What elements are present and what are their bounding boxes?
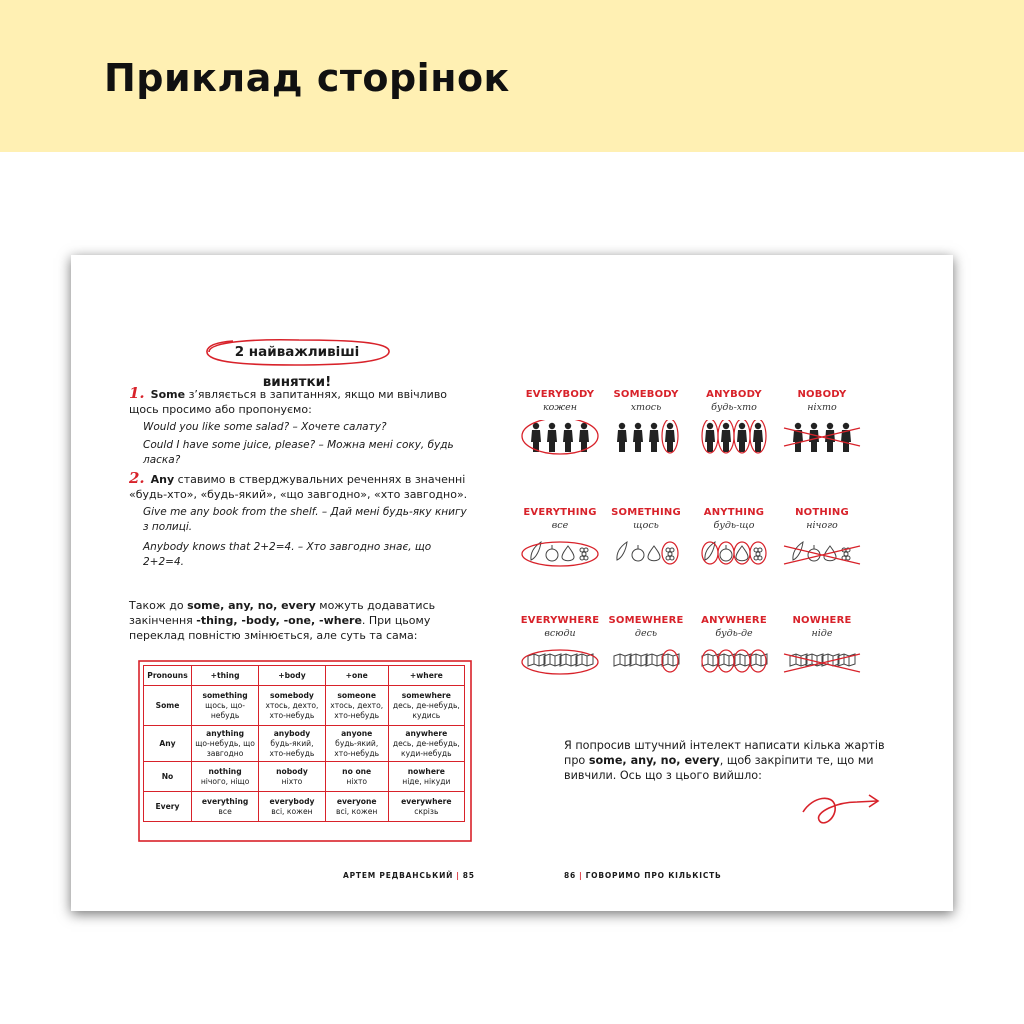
table-cell	[325, 762, 388, 792]
pronoun-translation: всюди	[544, 628, 576, 639]
table-row	[144, 792, 465, 822]
pronoun-card-somebody	[598, 389, 694, 456]
fruit-icon	[774, 538, 870, 568]
footer-chapter: ГОВОРИМО ПРО КІЛЬКІСТЬ	[585, 871, 722, 880]
table-row	[144, 726, 465, 762]
footer-page-number: 85	[462, 871, 475, 880]
pronoun-word: SOMEWHERE	[608, 615, 684, 626]
pronoun-card-something	[598, 507, 694, 568]
table-cell	[325, 686, 388, 726]
ai-jokes-text-2: , щоб закріпити те, що ми вивчили. Ось що з цього вийшло:	[564, 754, 874, 782]
rule-2-keyword: Any	[150, 473, 175, 486]
pronoun-word: SOMETHING	[611, 507, 681, 518]
rule-2-example-2: Anybody knows that 2+2=4. – Хто завгодно знає, що 2+2=4.	[143, 541, 432, 568]
cell-translation: ніхто	[281, 776, 303, 786]
pronoun-translation: щось	[633, 520, 659, 531]
cell-translation: що-небудь, що завгодно	[195, 738, 255, 758]
table-row	[144, 762, 465, 792]
pronoun-card-everybody	[512, 389, 608, 456]
table-cell	[192, 726, 259, 762]
row-label: Some	[144, 686, 192, 726]
endings-note	[129, 598, 469, 643]
table-cell	[259, 726, 326, 762]
cell-word: everybody	[269, 796, 315, 806]
rule-1-keyword: Some	[150, 388, 186, 401]
cell-word: somewhere	[401, 690, 451, 700]
cell-translation: десь, де-небудь, кудись	[392, 700, 460, 720]
cell-word: anybody	[273, 728, 311, 738]
people-icon	[774, 420, 870, 456]
table-cell	[388, 762, 464, 792]
table-cell	[192, 762, 259, 792]
table-header-cell: +one	[325, 666, 388, 686]
rule-1-text: з’являється в запитаннях, якщо ми ввічливо щось просимо або пропонуємо:	[129, 388, 448, 416]
rule-2-number: 2.	[129, 469, 145, 487]
cell-word: everywhere	[401, 796, 452, 806]
cell-word: nothing	[208, 766, 242, 776]
pronoun-translation: будь-що	[713, 520, 755, 531]
table-cell	[259, 792, 326, 822]
exceptions-heading	[199, 337, 395, 390]
table-cell	[388, 792, 464, 822]
pronoun-card-everything	[512, 507, 608, 568]
cell-translation: всі, кожен	[271, 806, 313, 816]
fruit-icon	[598, 538, 694, 568]
cell-translation: хтось, дехто, хто-небудь	[330, 700, 384, 720]
exceptions-heading-text: 2 найважливіші винятки!	[234, 344, 360, 390]
rule-2	[129, 471, 469, 502]
pronoun-word: SOMEBODY	[613, 389, 679, 400]
cell-translation: будь-який, хто-небудь	[334, 738, 380, 758]
cell-word: anywhere	[405, 728, 448, 738]
table-header-cell: +where	[388, 666, 464, 686]
pronoun-card-everywhere	[512, 615, 608, 676]
pronoun-card-anywhere	[686, 615, 782, 676]
pronouns-table	[143, 665, 465, 822]
banner-title: Приклад сторінок	[104, 56, 510, 100]
rule-1-example-2: Could I have some juice, please? – Можна мені соку, будь ласка?	[143, 439, 454, 466]
pronoun-translation: десь	[634, 628, 658, 639]
map-icon	[774, 646, 870, 676]
top-banner	[0, 0, 1024, 152]
left-footer	[343, 871, 475, 880]
map-icon	[686, 646, 782, 676]
pronoun-translation: все	[551, 520, 569, 531]
table-cell	[192, 792, 259, 822]
cell-word: something	[202, 690, 248, 700]
cell-translation: хтось, дехто, хто-небудь	[265, 700, 319, 720]
cell-translation: будь-який, хто-небудь	[269, 738, 315, 758]
left-page	[71, 255, 512, 911]
pronoun-word: EVERYTHING	[523, 507, 597, 518]
endings-note-text-3: . При цьому переклад повністю змінюється, але суть та сама:	[129, 614, 431, 642]
book-spread	[71, 255, 953, 911]
footer-divider: |	[456, 871, 460, 880]
table-cell	[192, 686, 259, 726]
rule-1	[129, 386, 469, 417]
rule-2-text: ставимо в стверджувальних реченнях в значенні «будь-хто», «будь-який», «що завгодно», «хто завгодно».	[129, 473, 468, 501]
pronoun-card-anything	[686, 507, 782, 568]
table-cell	[388, 726, 464, 762]
footer-page-number: 86	[564, 871, 577, 880]
cell-word: anything	[206, 728, 245, 738]
row-label: No	[144, 762, 192, 792]
pronoun-word: ANYWHERE	[701, 615, 767, 626]
cell-word: nobody	[276, 766, 308, 776]
pronoun-word: ANYTHING	[703, 507, 765, 518]
pronoun-translation: будь-хто	[711, 402, 757, 413]
table-row	[144, 686, 465, 726]
table-cell	[325, 792, 388, 822]
people-icon	[686, 420, 782, 456]
people-icon	[512, 420, 608, 456]
cell-translation: десь, де-небудь, куди-небудь	[392, 738, 460, 758]
ai-jokes-intro	[564, 738, 894, 783]
pronoun-card-nobody	[774, 389, 870, 456]
fruit-icon	[686, 538, 782, 568]
curly-arrow-icon	[797, 788, 887, 838]
cell-translation: скрізь	[414, 806, 439, 816]
table-header-cell: Pronouns	[144, 666, 192, 686]
pronoun-card-nowhere	[774, 615, 870, 676]
pronoun-word: NOWHERE	[792, 615, 852, 626]
people-icon	[598, 420, 694, 456]
pronoun-word: EVERYBODY	[525, 389, 595, 400]
cell-translation: нічого, ніщо	[200, 776, 250, 786]
right-footer	[564, 871, 722, 880]
pronoun-translation: нічого	[806, 520, 838, 531]
pronoun-word: NOBODY	[797, 389, 847, 400]
pronoun-card-somewhere	[598, 615, 694, 676]
pronouns-table-box	[137, 659, 473, 843]
cell-word: someone	[337, 690, 376, 700]
map-icon	[512, 646, 608, 676]
table-cell	[259, 762, 326, 792]
pronoun-card-nothing	[774, 507, 870, 568]
rule-2-example-1: Give me any book from the shelf. – Дай мені будь-яку книгу з полиці.	[143, 506, 467, 533]
cell-translation: щось, що-небудь	[205, 700, 245, 720]
right-page	[512, 255, 953, 911]
row-label: Every	[144, 792, 192, 822]
table-cell	[388, 686, 464, 726]
rule-1-example-1: Would you like some salad? – Хочете салату?	[143, 421, 387, 433]
cell-translation: ніде, нікуди	[402, 776, 451, 786]
table-cell	[325, 726, 388, 762]
cell-word: somebody	[270, 690, 314, 700]
cell-translation: ніхто	[346, 776, 368, 786]
pronoun-word: EVERYWHERE	[520, 615, 600, 626]
cell-word: everything	[201, 796, 249, 806]
fruit-icon	[512, 538, 608, 568]
pronoun-translation: хтось	[630, 402, 662, 413]
ai-jokes-words: some, any, no, every	[588, 754, 720, 767]
endings-note-text-2: можуть додаватись закінчення	[129, 599, 436, 627]
rule-1-number: 1.	[129, 384, 145, 402]
pronoun-word: NOTHING	[795, 507, 849, 518]
pronoun-card-anybody	[686, 389, 782, 456]
pronoun-translation: ніде	[811, 628, 833, 639]
map-icon	[598, 646, 694, 676]
endings-note-words: some, any, no, every	[187, 599, 316, 612]
table-header-cell: +thing	[192, 666, 259, 686]
row-label: Any	[144, 726, 192, 762]
endings-note-text-1: Також до	[129, 599, 188, 612]
footer-divider: |	[579, 871, 583, 880]
cell-word: everyone	[336, 796, 377, 806]
cell-word: nowhere	[407, 766, 445, 776]
pronoun-word: ANYBODY	[706, 389, 762, 400]
pronoun-translation: кожен	[542, 402, 578, 413]
cell-word: no one	[342, 766, 372, 776]
pronoun-translation: ніхто	[807, 402, 837, 413]
cell-translation: все	[218, 806, 232, 816]
cell-translation: всі, кожен	[336, 806, 378, 816]
table-header-cell: +body	[259, 666, 326, 686]
endings-note-endings: -thing, -body, -one, -where	[196, 614, 362, 627]
pronoun-translation: будь-де	[715, 628, 753, 639]
cell-word: anyone	[341, 728, 373, 738]
footer-author: АРТЕМ РЕДВАНСЬКИЙ	[343, 871, 454, 880]
ai-jokes-text-1: Я попросив штучний інтелект написати кілька жартів про	[564, 739, 885, 767]
table-cell	[259, 686, 326, 726]
